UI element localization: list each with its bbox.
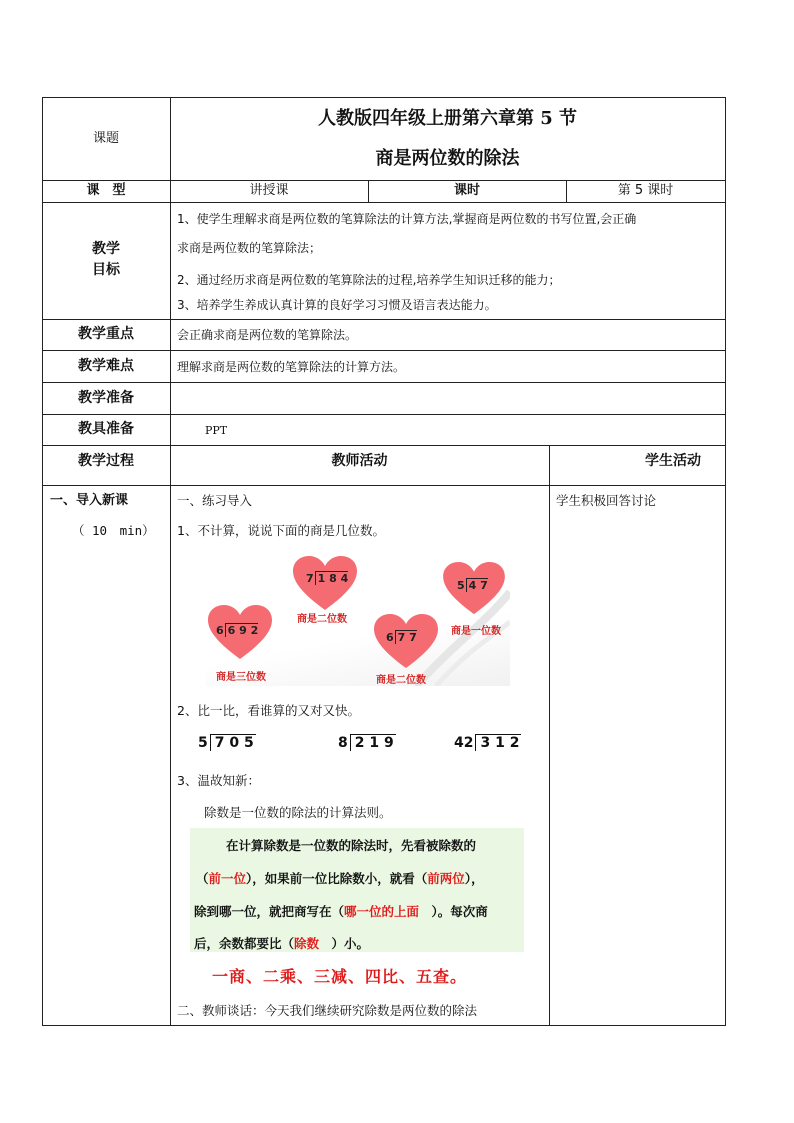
key-point-label: 教学重点: [78, 326, 134, 342]
heart-divisor: 6: [216, 624, 224, 637]
rule-line-4: 后，余数都要比（除数 ）小。: [194, 936, 370, 951]
page-subtitle: 商是两位数的除法: [375, 148, 520, 169]
student-col-label: 学生活动: [645, 453, 701, 469]
process-col-label: 教学过程: [78, 453, 134, 469]
objectives-label-2: 目标: [92, 262, 120, 278]
section1-title: 一、导入新课: [50, 493, 129, 508]
objective-3: 3、培养学生养成认真计算的良好学习习惯及语言表达能力。: [177, 298, 497, 312]
type-value: 讲授课: [249, 183, 289, 198]
difficulty-label: 教学难点: [78, 358, 134, 374]
period-value: 第 5 课时: [617, 183, 674, 198]
question-1: 1、不计算，说说下面的商是几位数。: [177, 523, 385, 538]
heart-dividend: 4 7: [466, 578, 488, 592]
objective-1-line-1: 1、使学生理解求商是两位数的笔算除法的计算方法,掌握商是两位数的书写位置,会正确: [177, 212, 637, 226]
page-title: 人教版四年级上册第六章第 5 节: [317, 108, 578, 129]
rule-line-2: （前一位），如果前一位比除数小，就看（前两位），: [196, 871, 484, 886]
heart-caption: 商是一位数: [451, 626, 501, 637]
tools-value: PPT: [205, 424, 228, 437]
key-point-value: 会正确求商是两位数的笔算除法。: [177, 328, 358, 342]
heart-caption: 商是二位数: [376, 675, 426, 686]
heart-caption: 商是三位数: [216, 672, 266, 683]
division-problem: [454, 735, 521, 751]
division-dividend: 2 1 9: [350, 734, 396, 751]
division-divisor: 42: [454, 735, 474, 751]
teacher-col-label: 教师活动: [331, 453, 388, 469]
type-label: 课 型: [86, 183, 126, 198]
objective-1-line-2: 求商是两位数的笔算除法；: [177, 241, 322, 255]
rule-line-1: 在计算除数是一位数的除法时，先看被除数的: [226, 838, 477, 853]
heart-dividend: 7 7: [395, 630, 417, 644]
division-problem: [198, 735, 256, 751]
heart-dividend: 1 8 4: [315, 571, 349, 585]
division-divisor: 5: [198, 735, 208, 751]
rule-line-3: 除到哪一位，就把商写在（哪一位的上面 ）。每次商: [194, 904, 488, 919]
heart-dividend: 6 9 2: [225, 623, 259, 637]
division-dividend: 7 0 5: [210, 734, 256, 751]
student-activity: 学生积极回答讨论: [556, 493, 657, 508]
heart-divisor: 5: [457, 579, 465, 592]
topic-label: 课题: [92, 131, 119, 146]
division-divisor: 8: [338, 735, 348, 751]
section1-time: （ 10 min）: [72, 523, 155, 538]
rule-intro: 除数是一位数的除法的计算法则。: [204, 805, 392, 820]
objectives-label-1: 教学: [92, 241, 120, 257]
heart-caption: 商是二位数: [297, 614, 347, 625]
objective-2: 2、通过经历求商是两位数的笔算除法的过程,培养学生知识迁移的能力；: [177, 273, 561, 287]
section1-heading: 一、练习导入: [177, 493, 253, 508]
heart-divisor: 6: [386, 631, 394, 644]
division-dividend: 3 1 2: [475, 734, 521, 751]
tools-label: 教具准备: [78, 421, 134, 437]
division-problem: [338, 735, 396, 751]
teacher-talk: 二、教师谈话：今天我们继续研究除数是两位数的除法: [177, 1003, 478, 1018]
heart-divisor: 7: [306, 572, 314, 585]
preparation-label: 教学准备: [78, 390, 134, 406]
question-2: 2、比一比，看谁算的又对又快。: [177, 703, 360, 718]
difficulty-value: 理解求商是两位数的笔算除法的计算方法。: [177, 360, 406, 374]
slogan: 一商、二乘、三减、四比、五查。: [212, 967, 468, 986]
period-label: 课时: [453, 183, 480, 198]
question-3: 3、温故知新：: [177, 773, 260, 788]
